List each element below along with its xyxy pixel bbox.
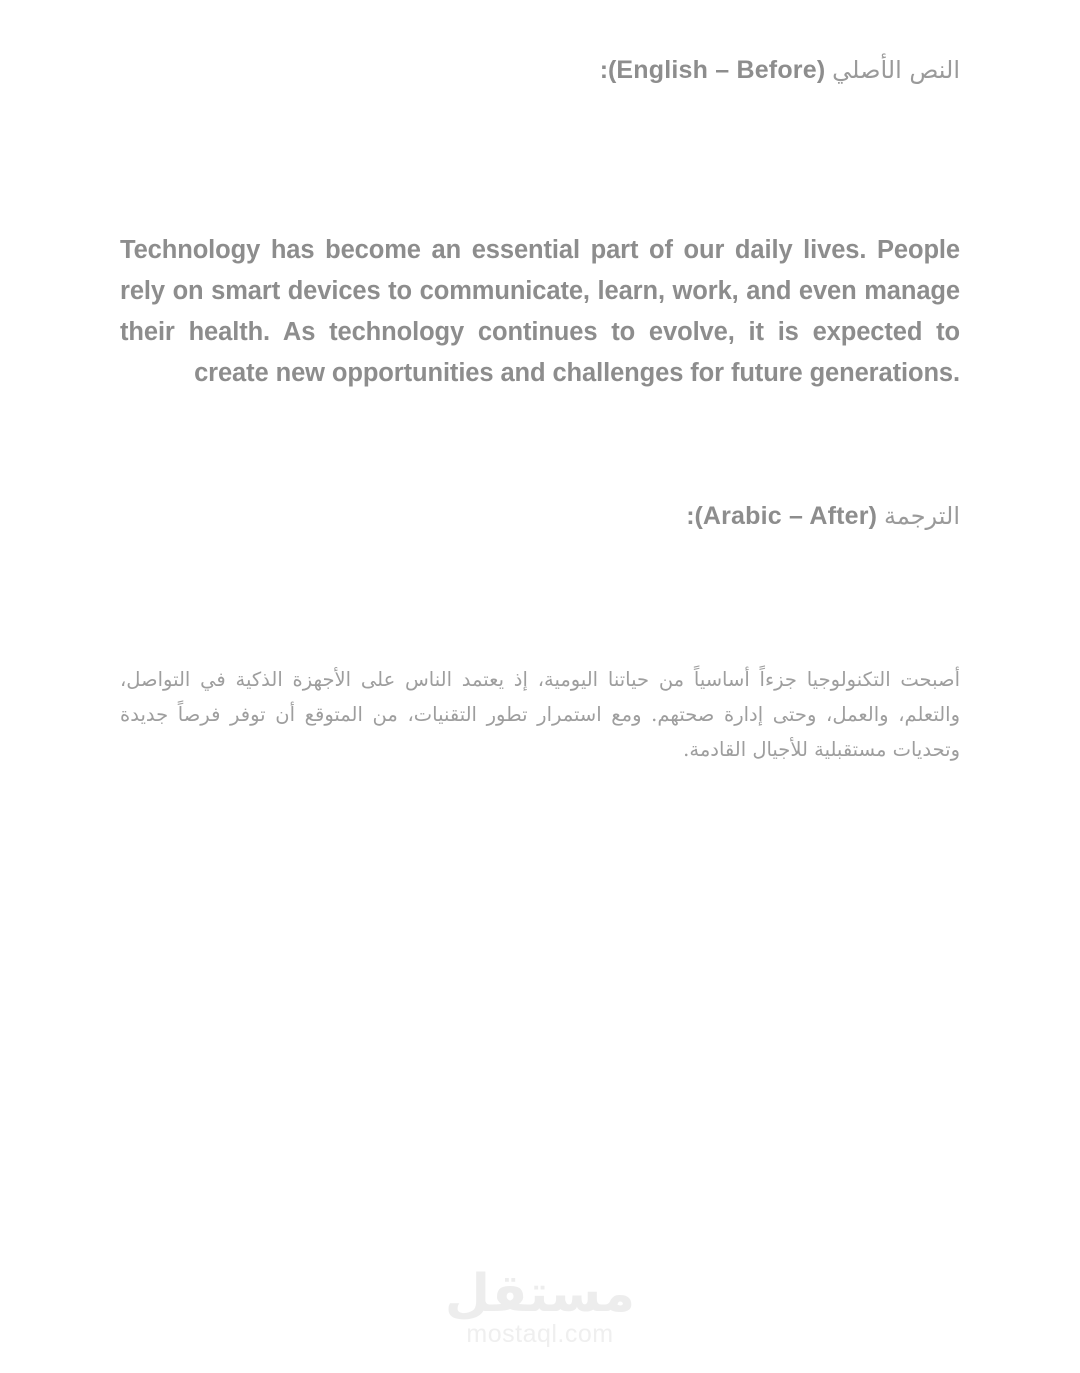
heading-english-before-close-paren: ): [599, 56, 617, 84]
heading-arabic-after-arabic-label: الترجمة [883, 502, 960, 530]
english-source-text: Technology has become an essential part of our daily lives. People rely on smart devices to communicate, learn, work, and even manage their health. As technology continues to evolve, it is expected to create new opportunities and challenges for future generations. [120, 235, 960, 387]
mostaql-logo-domain: mostaql.com [466, 1320, 614, 1348]
heading-arabic-after-latin-label: Arabic – After [702, 502, 869, 530]
heading-arabic-after-close-paren: ): [686, 502, 703, 530]
mostaql-watermark [0, 1264, 1080, 1348]
english-source-paragraph [120, 230, 960, 394]
heading-english-before-latin-label: English – Before [616, 56, 817, 84]
heading-arabic-after [120, 498, 960, 536]
heading-english-before-arabic-label: النص الأصلي [832, 56, 960, 84]
heading-arabic-after-open-paren: ( [868, 502, 884, 530]
arabic-translation-paragraph: أصبحت التكنولوجيا جزءاً أساسياً من حياتنا اليومية، إذ يعتمد الناس على الأجهزة الذكية في التواصل، والتعلم، والعمل، وحتى إدارة صحتهم. ومع استمرار تطور التقنيات، من المتوقع أن توفر فرصاً جديدة وتحديات مستقبلية للأجيال القادمة. [120, 667, 960, 761]
mostaql-logo-arabic: مستقل [444, 1264, 636, 1324]
heading-english-before [120, 52, 960, 90]
heading-english-before-open-paren: ( [816, 56, 833, 84]
